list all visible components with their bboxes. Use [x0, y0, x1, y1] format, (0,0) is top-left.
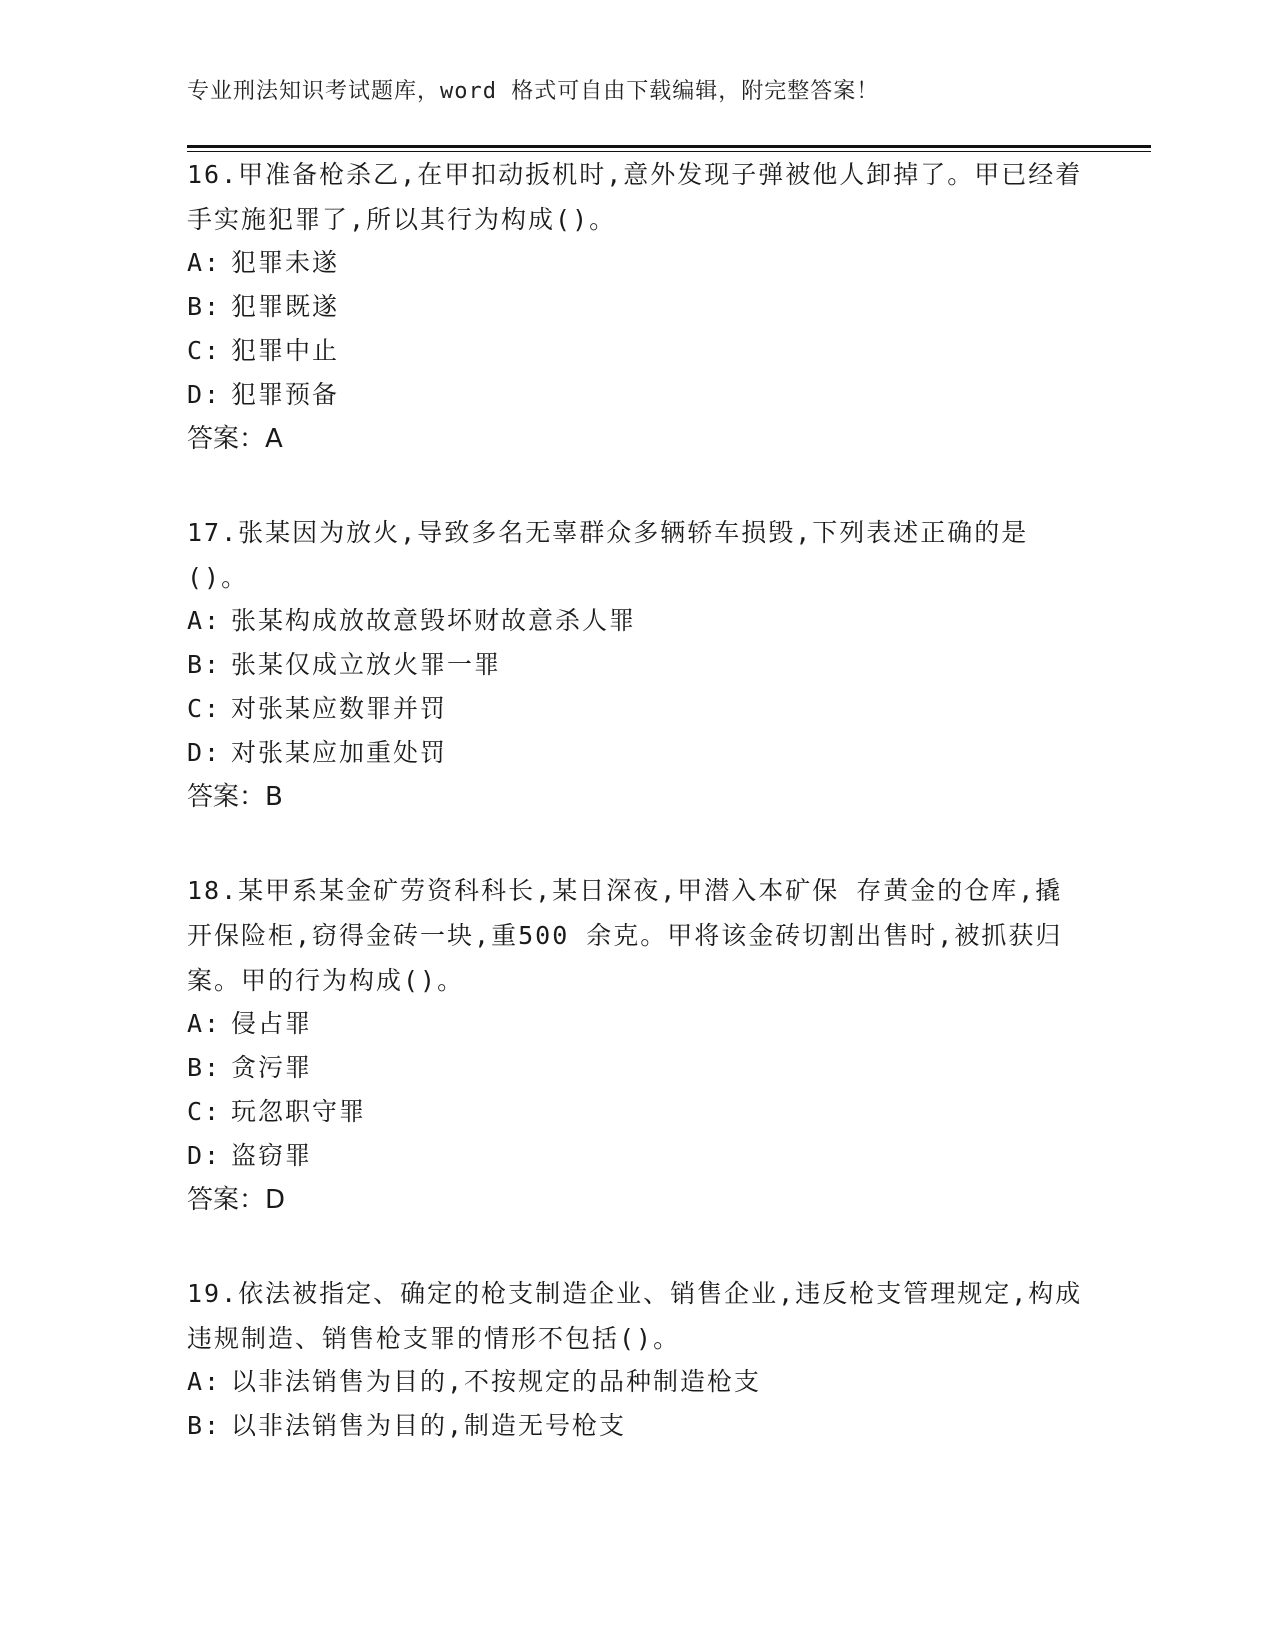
- option-b: [187, 1409, 626, 1443]
- option-b: [187, 648, 501, 682]
- option-text: 盗窃罪: [231, 1141, 313, 1170]
- question-stem: 17.张某因为放火,导致多名无辜群众多辆轿车损毁,下列表述正确的是()。: [187, 518, 1029, 592]
- option-text: 犯罪未遂: [231, 248, 340, 277]
- option-text: 玩忽职守罪: [231, 1097, 367, 1126]
- option-letter: B:: [187, 1053, 222, 1082]
- option-letter: D:: [187, 738, 222, 767]
- option-a: [187, 246, 339, 280]
- option-text: 以非法销售为目的,制造无号枪支: [231, 1411, 627, 1440]
- option-c: [187, 692, 447, 726]
- option-letter: A:: [187, 1367, 222, 1396]
- option-text: 犯罪预备: [231, 380, 340, 409]
- option-letter: A:: [187, 1009, 222, 1038]
- question-stem: 18.某甲系某金矿劳资科科长,某日深夜,甲潜入本矿保 存黄金的仓库,撬开保险柜,窃得金砖一块,重500 余克。甲将该金砖切割出售时,被抓获归案。甲的行为构成()。: [187, 876, 1063, 995]
- option-letter: D:: [187, 380, 222, 409]
- option-letter: C:: [187, 1097, 222, 1126]
- option-letter: C:: [187, 336, 222, 365]
- option-text: 贪污罪: [231, 1053, 313, 1082]
- option-text: 以非法销售为目的,不按规定的品种制造枪支: [231, 1367, 762, 1396]
- question-stem: 19.依法被指定、确定的枪支制造企业、销售企业,违反枪支管理规定,构成违规制造、销售枪支罪的情形不包括()。: [187, 1279, 1083, 1353]
- option-d: [187, 1139, 312, 1173]
- option-d: [187, 378, 339, 412]
- option-text: 对张某应数罪并罚: [231, 694, 448, 723]
- option-letter: D:: [187, 1141, 222, 1170]
- header-rule: [187, 145, 1151, 148]
- option-text: 犯罪既遂: [231, 292, 340, 321]
- answer-label: 答案：A: [187, 424, 283, 454]
- option-letter: B:: [187, 292, 222, 321]
- option-letter: B:: [187, 1411, 222, 1440]
- option-letter: B:: [187, 650, 222, 679]
- option-a: [187, 1007, 312, 1041]
- option-c: [187, 1095, 366, 1129]
- answer-label: 答案：B: [187, 782, 283, 812]
- header-note: 专业刑法知识考试题库，word 格式可自由下载编辑，附完整答案！: [187, 79, 880, 104]
- option-text: 犯罪中止: [231, 336, 340, 365]
- option-letter: C:: [187, 694, 222, 723]
- option-c: [187, 334, 339, 368]
- option-a: [187, 604, 636, 638]
- option-text: 张某仅成立放火罪一罪: [231, 650, 502, 679]
- option-b: [187, 290, 339, 324]
- option-text: 侵占罪: [231, 1009, 313, 1038]
- option-text: 张某构成放故意毁坏财故意杀人罪: [231, 606, 637, 635]
- question-stem: 16.甲准备枪杀乙,在甲扣动扳机时,意外发现子弹被他人卸掉了。甲已经着手实施犯罪了,所以其行为构成()。: [187, 160, 1083, 234]
- option-letter: A:: [187, 248, 222, 277]
- option-letter: A:: [187, 606, 222, 635]
- answer-label: 答案：D: [187, 1185, 286, 1215]
- option-a: [187, 1365, 761, 1399]
- option-b: [187, 1051, 312, 1085]
- option-text: 对张某应加重处罚: [231, 738, 448, 767]
- option-d: [187, 736, 447, 770]
